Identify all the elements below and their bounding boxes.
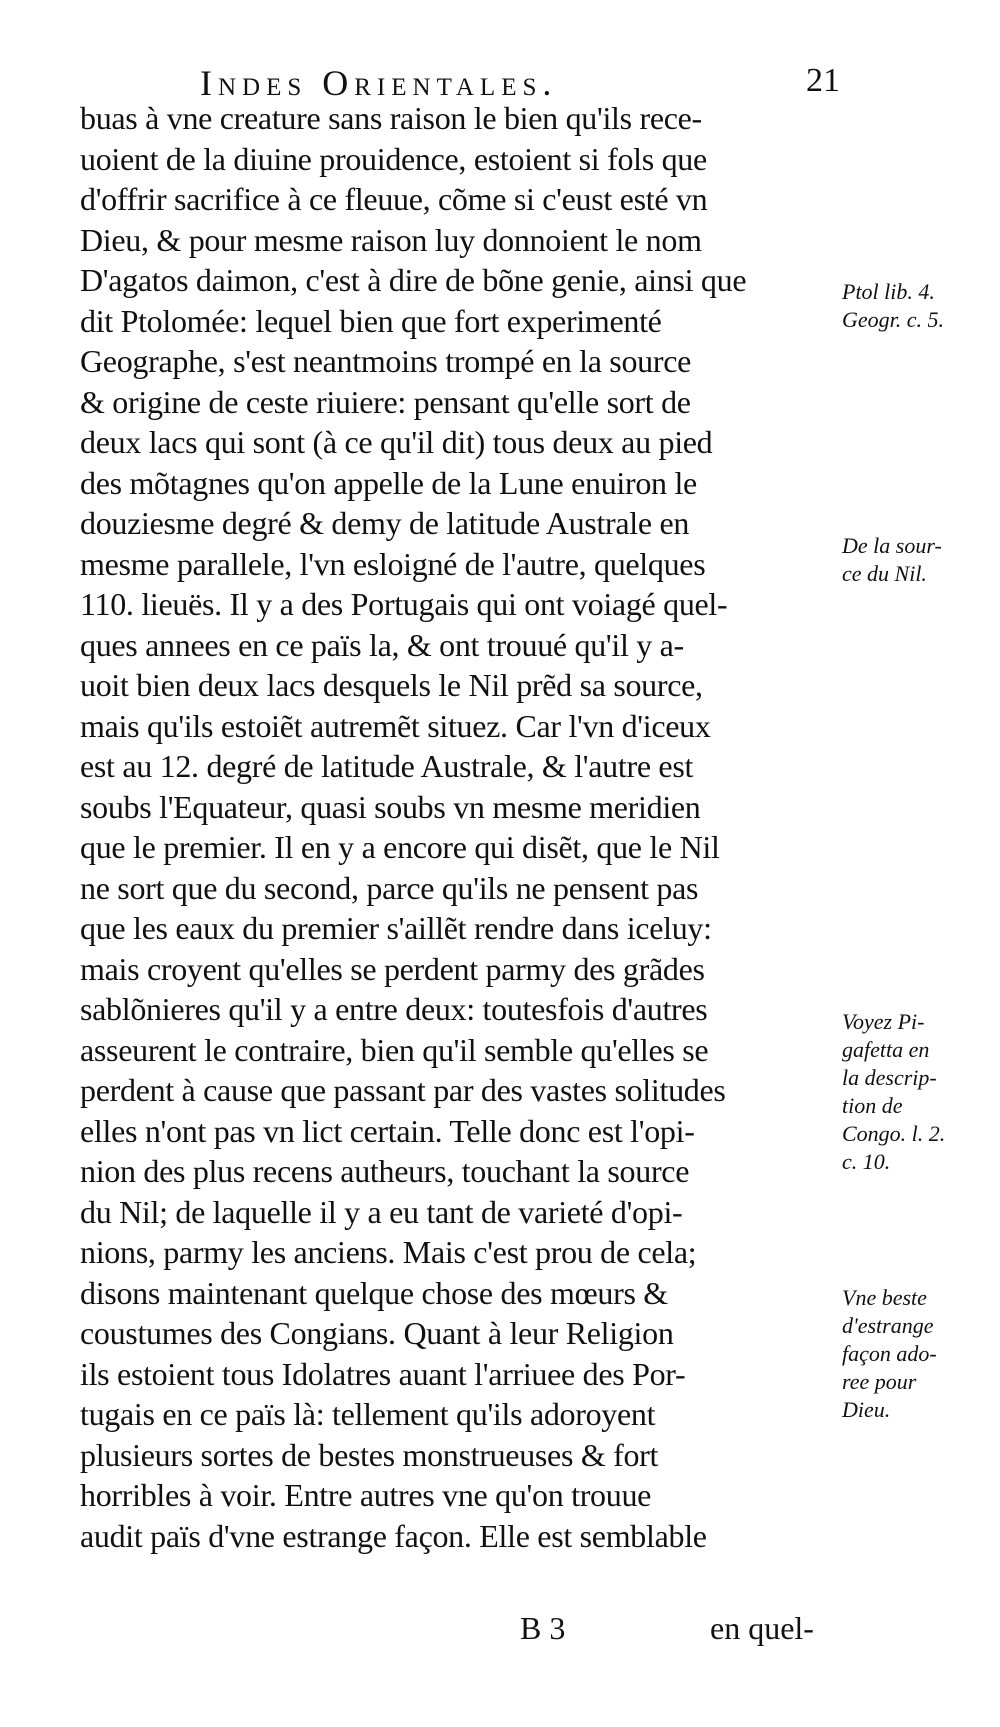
page-footer bbox=[0, 1610, 1000, 1650]
text-line: coustumes des Congians. Quant à leur Religion bbox=[80, 1315, 674, 1351]
text-line: Dieu, & pour mesme raison luy donnoient le nom bbox=[80, 221, 702, 258]
margin-note-line: d'estrange bbox=[842, 1313, 934, 1338]
text-line: mesme parallele, l'vn esloigné de l'autre, quelques bbox=[80, 545, 706, 582]
text-line: des mõtagnes qu'on appelle de la Lune enuiron le bbox=[80, 464, 697, 501]
running-title: Indes Orientales. bbox=[200, 63, 558, 103]
text-line: mais croyent qu'elles se perdent parmy des grãdes bbox=[80, 950, 705, 987]
text-line: du Nil; de laquelle il y a eu tant de varieté d'opi- bbox=[80, 1193, 683, 1230]
page-number: 21 bbox=[806, 62, 840, 99]
text-line: Geographe, s'est neantmoins trompé en la source bbox=[80, 343, 692, 379]
margin-note-line: Congo. l. 2. bbox=[842, 1121, 946, 1146]
margin-note-line: la descrip- bbox=[842, 1065, 937, 1090]
text-line: nions, parmy les anciens. Mais c'est prou de cela; bbox=[80, 1234, 697, 1270]
text-line: & origine de ceste riuiere: pensant qu'elle sort de bbox=[80, 383, 691, 420]
margin-note-line: c. 10. bbox=[842, 1149, 891, 1174]
text-line: ne sort que du second, parce qu'ils ne pensent pas bbox=[80, 869, 699, 906]
margin-note-line: ce du Nil. bbox=[842, 561, 927, 586]
text-line: sablõnieres qu'il y a entre deux: toutesfois d'autres bbox=[80, 991, 708, 1027]
text-line: uoit bien deux lacs desquels le Nil prẽd sa source, bbox=[80, 667, 703, 703]
main-text-block bbox=[80, 98, 835, 1556]
margin-note-line: Dieu. bbox=[842, 1397, 891, 1422]
margin-note-ptolemy bbox=[842, 278, 992, 334]
text-line: d'offrir sacrifice à ce fleuue, cõme si c'eust esté vn bbox=[80, 181, 708, 217]
margin-note-line: Vne beste bbox=[842, 1285, 927, 1310]
text-line: deux lacs qui sont (à ce qu'il dit) tous deux au pied bbox=[80, 424, 713, 460]
margin-note-line: ree pour bbox=[842, 1369, 917, 1394]
margin-note-pigafetta bbox=[842, 1008, 992, 1176]
signature-mark: B 3 bbox=[520, 1610, 566, 1646]
text-line: elles n'ont pas vn lict certain. Telle donc est l'opi- bbox=[80, 1112, 695, 1149]
text-line: dit Ptolomée: lequel bien que fort experimenté bbox=[80, 302, 662, 339]
text-line: horribles à voir. Entre autres vne qu'on trouue bbox=[80, 1477, 652, 1513]
text-line: buas à vne creature sans raison le bien qu'ils rece- bbox=[80, 100, 702, 136]
margin-note-line: gafetta en bbox=[842, 1037, 930, 1062]
text-line: audit païs d'vne estrange façon. Elle est semblable bbox=[80, 1517, 707, 1554]
margin-note-line: Voyez Pi- bbox=[842, 1009, 925, 1034]
margin-note-strange-beast bbox=[842, 1284, 992, 1424]
margin-note-line: Ptol lib. 4. bbox=[842, 279, 935, 304]
margin-note-line: tion de bbox=[842, 1093, 903, 1118]
text-line: soubs l'Equateur, quasi soubs vn mesme meridien bbox=[80, 788, 701, 825]
margin-note-source-nil bbox=[842, 532, 992, 588]
text-line: ils estoient tous Idolatres auant l'arriuee des Por- bbox=[80, 1355, 686, 1392]
running-header bbox=[200, 62, 840, 102]
text-line: 110. lieuës. Il y a des Portugais qui ont voiagé quel- bbox=[80, 586, 728, 622]
text-line: perdent à cause que passant par des vastes solitudes bbox=[80, 1072, 726, 1108]
text-line: D'agatos daimon, c'est à dire de bõne genie, ainsi que bbox=[80, 262, 747, 298]
text-line: plusieurs sortes de bestes monstrueuses & fort bbox=[80, 1436, 659, 1473]
text-line: que les eaux du premier s'aillẽt rendre dans iceluy: bbox=[80, 910, 712, 946]
text-line: est au 12. degré de latitude Australe, & l'autre est bbox=[80, 748, 694, 784]
catchword: en quel- bbox=[710, 1610, 814, 1646]
margin-note-line: façon ado- bbox=[842, 1341, 937, 1366]
text-line: que le premier. Il en y a encore qui disẽt, que le Nil bbox=[80, 829, 720, 865]
text-line: uoient de la diuine prouidence, estoient si fols que bbox=[80, 140, 707, 177]
text-line: nion des plus recens autheurs, touchant la source bbox=[80, 1153, 690, 1189]
margin-note-line: De la sour- bbox=[842, 533, 942, 558]
text-line: tugais en ce païs là: tellement qu'ils adoroyent bbox=[80, 1396, 656, 1432]
text-line: asseurent le contraire, bien qu'il semble qu'elles se bbox=[80, 1031, 709, 1068]
text-line: douziesme degré & demy de latitude Australe en bbox=[80, 505, 690, 541]
text-line: disons maintenant quelque chose des mœurs & bbox=[80, 1274, 668, 1311]
text-line: ques annees en ce païs la, & ont trouué qu'il y a- bbox=[80, 626, 684, 663]
text-line: mais qu'ils estoiẽt autremẽt situez. Car l'vn d'iceux bbox=[80, 707, 711, 744]
margin-note-line: Geogr. c. 5. bbox=[842, 307, 945, 332]
